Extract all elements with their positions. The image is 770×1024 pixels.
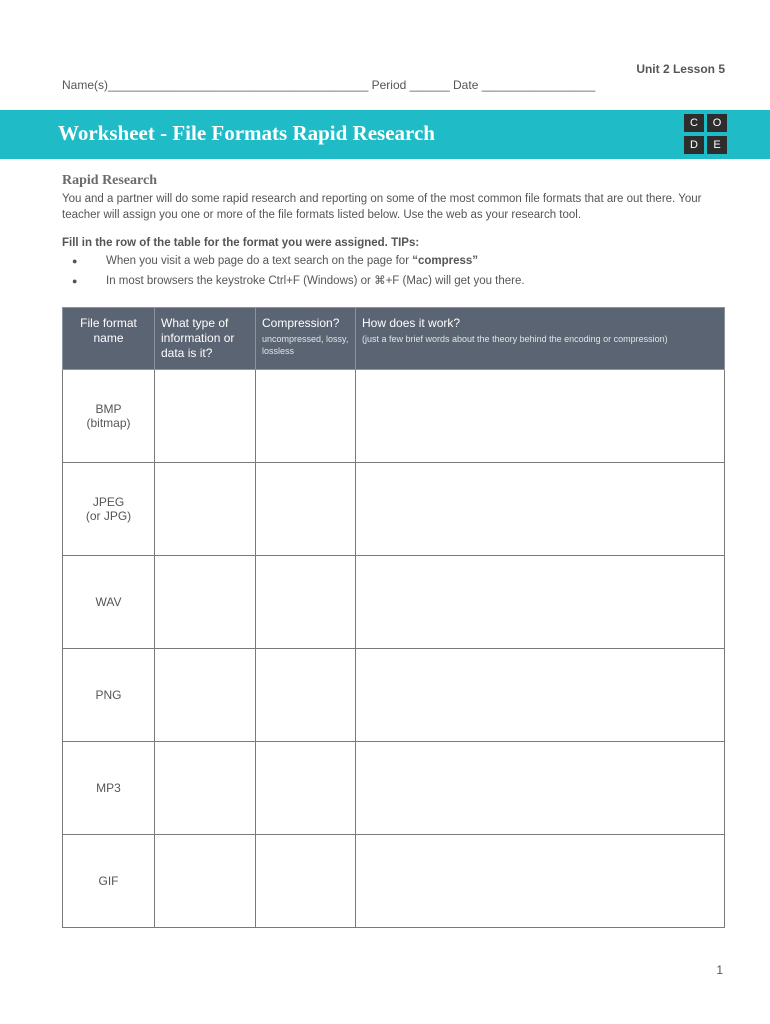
data-type-cell[interactable] [155, 370, 256, 463]
compression-cell[interactable] [256, 463, 356, 556]
logo-letter-c: C [684, 114, 704, 132]
header-compression [256, 308, 356, 370]
table-row [63, 649, 725, 742]
worksheet-title: Worksheet - File Formats Rapid Research [58, 121, 435, 145]
header-how-it-works [356, 308, 725, 370]
format-name: GIF [98, 874, 119, 888]
data-type-cell[interactable] [155, 463, 256, 556]
title-banner [0, 110, 770, 159]
header-how-it-works-label: How does it work? [362, 316, 461, 330]
how-it-works-cell[interactable] [356, 370, 725, 463]
header-how-it-works-hint: (just a few brief words about the theory behind the encoding or compression) [362, 334, 668, 344]
tip-keyword: “compress” [412, 255, 479, 267]
table-row [63, 463, 725, 556]
intro-paragraph: You and a partner will do some rapid research and reporting on some of the most common file formats that are out there. Your teacher will assign you one or more of the file formats listed below. Use the web as your research tool. [62, 193, 702, 221]
how-it-works-cell[interactable] [356, 835, 725, 928]
format-name: BMP [95, 402, 122, 416]
how-it-works-cell[interactable] [356, 463, 725, 556]
code-logo-icon [680, 110, 732, 159]
data-type-cell[interactable] [155, 649, 256, 742]
data-type-cell[interactable] [155, 742, 256, 835]
instructions-title: Fill in the row of the table for the format you were assigned. TIPs: [62, 237, 420, 249]
format-name-cell [63, 556, 155, 649]
logo-letter-d: D [684, 136, 704, 154]
data-type-cell[interactable] [155, 835, 256, 928]
data-type-cell[interactable] [155, 556, 256, 649]
format-name-cell [63, 835, 155, 928]
logo-letter-e: E [707, 136, 727, 154]
compression-cell[interactable] [256, 835, 356, 928]
format-name: MP3 [96, 781, 121, 795]
compression-cell[interactable] [256, 370, 356, 463]
research-table [62, 307, 725, 928]
format-name: JPEG [92, 495, 125, 509]
tip-text: In most browsers the keystroke Ctrl+F (Windows) or ⌘+F (Mac) will get you there. [106, 275, 525, 287]
name-period-date-line: Name(s)_______________________________________ Period ______ Date _________________ [62, 78, 596, 92]
page-number: 1 [716, 963, 723, 977]
how-it-works-cell[interactable] [356, 742, 725, 835]
header-data-type: What type of information or data is it? [155, 308, 256, 370]
format-name: WAV [95, 595, 122, 609]
unit-lesson-label: Unit 2 Lesson 5 [636, 62, 725, 76]
format-name-cell [63, 370, 155, 463]
logo-letter-o: O [707, 114, 727, 132]
header-compression-label: Compression? [262, 316, 340, 330]
bullet-icon: ● [72, 276, 78, 286]
tip-item [72, 273, 525, 293]
table-row [63, 835, 725, 928]
compression-cell[interactable] [256, 649, 356, 742]
format-name-cell [63, 649, 155, 742]
table-header-row [63, 308, 725, 370]
tip-text: When you visit a web page do a text search on the page for [106, 255, 413, 267]
table-row [63, 742, 725, 835]
tips-list [72, 253, 525, 293]
format-name-cell [63, 742, 155, 835]
how-it-works-cell[interactable] [356, 556, 725, 649]
header-file-format: File format name [63, 308, 155, 370]
format-name-cell [63, 463, 155, 556]
tip-item [72, 253, 525, 273]
compression-cell[interactable] [256, 742, 356, 835]
section-heading: Rapid Research [62, 173, 158, 188]
compression-cell[interactable] [256, 556, 356, 649]
table-row [63, 370, 725, 463]
table-row [63, 556, 725, 649]
format-alias: (or JPG) [85, 509, 132, 523]
header-compression-hint: uncompressed, lossy, lossless [262, 334, 349, 356]
format-name: PNG [95, 688, 122, 702]
bullet-icon: ● [72, 256, 78, 266]
how-it-works-cell[interactable] [356, 649, 725, 742]
format-alias: (bitmap) [86, 416, 131, 430]
